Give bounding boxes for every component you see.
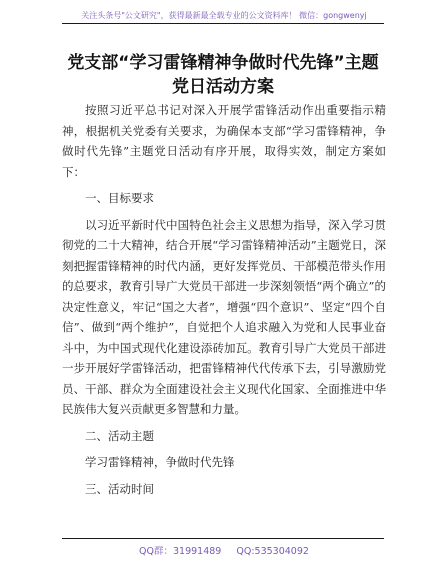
section-heading-time: 三、活动时间: [85, 481, 154, 496]
theme-text: 学习雷锋精神，争做时代先锋: [85, 455, 235, 469]
document-title: 党支部“学习雷锋精神争做时代先锋”主题党日活动方案: [67, 53, 379, 97]
goals-paragraph: 以习近平新时代中国特色社会主义思想为指导，深入学习贯彻党的二十大精神，结合开展“学习雷锋精神活动”主题党日，深刻把握雷锋精神的时代内涵，更好发挥党员、干部模范带头作用的总要求，教育引导广大党员干部进一步深刻领悟“两个确立”的决定性意义，牢记“国之大者”，增强“四个意识”、坚定“四个自信”、做到“两个维护”，自觉把个人追求融入为党和人民事业奋斗中，为中国式现代化建设添砖加瓦。教育引导广大党员干部进一步开展好学雷锋活动，把雷锋精神代代传承下去，引导激励党员、干部、群众为全面建设社会主义现代化国家、全面推进中华民族伟大复兴贡献更多智慧和力量。: [62, 217, 386, 416]
footer-qq: QQ:535304092: [236, 546, 309, 557]
section-heading-goals: 一、目标要求: [85, 191, 154, 205]
document-body: [62, 100, 386, 505]
intro-paragraph: 按照习近平总书记对深入开展学雷锋活动作出重要指示精神，根据机关党委有关要求，为确保本支部“学习雷锋精神，争做时代先锋”主题党日活动有序开展，取得实效，制定方案如下：: [62, 103, 386, 179]
header-divider: [62, 23, 384, 24]
footer-qq-group: QQ群：31991489: [139, 546, 222, 557]
section-heading-theme: 二、活动主题: [85, 428, 154, 443]
header-note: 关注头条号"公文研究"，获得最新最全载专业的公文资料库！ 微信：gongwenyj: [81, 11, 367, 20]
footer-contact: [0, 543, 448, 557]
footer-divider: [62, 538, 384, 539]
